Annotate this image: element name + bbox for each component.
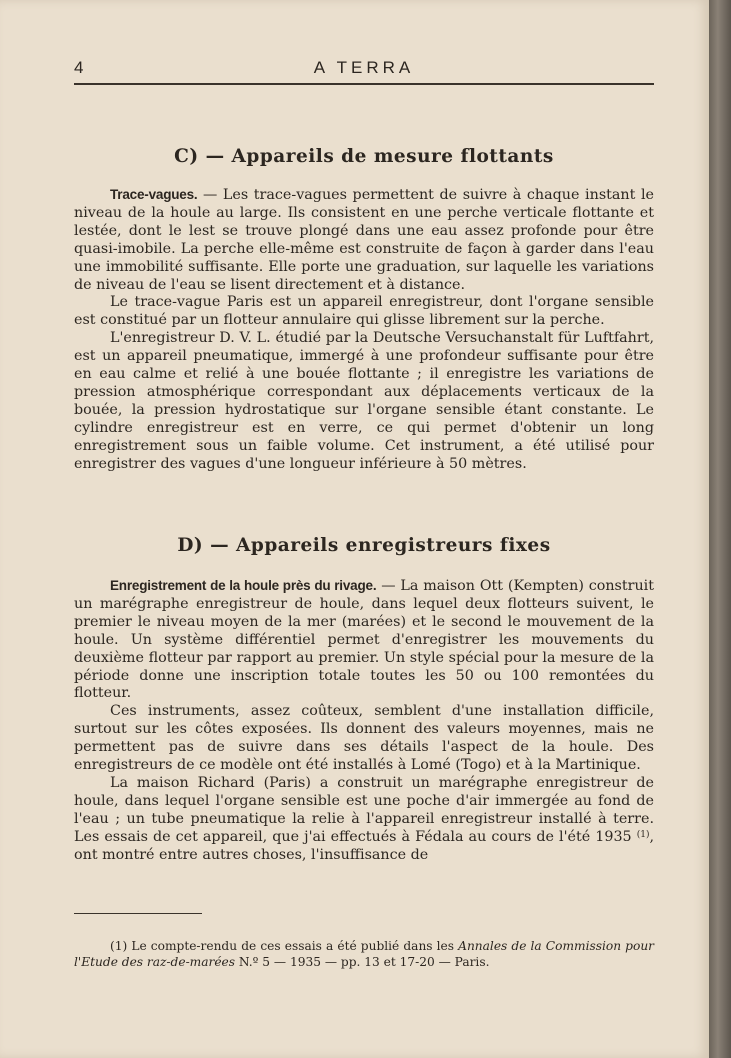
footnote-text-1: Le compte-rendu de ces essais a été publié dans les <box>127 939 459 953</box>
section-c-heading: C) — Appareils de mesure flottants <box>174 146 554 167</box>
footnote-reference[interactable]: (1) <box>636 829 650 840</box>
footnote <box>74 938 654 970</box>
section-d-heading: D) — Appareils enregistreurs fixes <box>177 535 551 556</box>
paragraph-text: — La maison Ott (Kempten) construit un marégraphe enregistreur de houle, dans lequel deux flotteurs suivent, le premier le niveau moyen de la mer (marées) et le second le mouvement de la houle. Un système différentiel permet d'enregistrer les mouvements du deuxième flotteur par rapport au premier. Un style spécial pour la mesure de la période donne une inscription totale toutes les 50 ou 100 remontées du flotteur. <box>74 578 654 702</box>
paragraph <box>74 186 654 294</box>
page-number: 4 <box>74 58 85 77</box>
journal-title: Annales de la Commission pour l'Etude des raz-de-marées <box>74 939 655 969</box>
paragraph <box>74 294 654 330</box>
running-title: A TERRA <box>313 58 415 77</box>
paragraph <box>74 775 654 865</box>
paragraph-text: L'enregistreur D. V. L. étudié par la Deutsche Versuchanstalt für Luftfahrt, est un appareil pneumatique, immergé à une profondeur suffisante pour être en eau calme et relié à une bouée flottante ; il enregistre les variations de pression atmosphérique correspondant aux déplacements verticaux de la bouée, la pression hydrostatique sur l'organe sensible étant constante. Le cylindre enregistreur est en verre, ce qui permet d'obtenir un long enregistrement sous un faible volume. Cet instrument, a été utilisé pour enregistrer des vagues d'une longueur inférieure à 50 mètres. <box>74 330 654 472</box>
paragraph <box>74 703 654 775</box>
footnote-text-2: N.º 5 — 1935 — pp. 13 et 17-20 — Paris. <box>235 955 490 969</box>
paragraph <box>74 330 654 473</box>
running-header <box>74 58 654 82</box>
section-d-body <box>74 577 654 865</box>
paragraph-text: Le trace-vague Paris est un appareil enregistreur, dont l'organe sensible est constitué par un flotteur annulaire qui glisse librement sur la perche. <box>74 294 654 329</box>
paragraph-text: La maison Richard (Paris) a construit un marégraphe enregistreur de houle, dans lequel l'organe sensible est une poche d'air immergée au fond de l'eau ; un tube pneumatique la relie à l'appareil enregistreur installé à terre. Les essais de cet appareil, que j'ai effectués à Fédala au cours de l'été 1935 <box>74 774 654 845</box>
section-c-body <box>74 186 654 474</box>
header-rule <box>74 83 654 85</box>
paragraph-text: Ces instruments, assez coûteux, semblent d'une installation difficile, surtout sur les côtes exposées. Ils donnent des valeurs moyennes, mais ne permettent pas de suivre dans ses détails l'aspect de la houle. Des enregistreurs de ce modèle ont été installés à Lomé (Togo) et à la Martinique. <box>74 703 654 774</box>
page-edge <box>709 0 731 1058</box>
footnote-marker: (1) <box>110 939 128 953</box>
footnote-text <box>74 938 654 970</box>
footnote-rule <box>74 913 202 914</box>
paragraph <box>74 577 654 703</box>
paragraph-text: , ont montré entre autres choses, l'insuffisance de <box>74 828 654 863</box>
runin-title: Trace-vagues. <box>110 187 198 202</box>
paragraph-text: — Les trace-vagues permettent de suivre à chaque instant le niveau de la houle au large. Ils consistent en une perche verticale flottante et lestée, dont le lest se trouve plongé dans une eau assez profonde pour être quasi-imobile. La perche elle-même est construite de façon à garder dans l'eau une immobilité suffisante. Elle porte une graduation, sur laquelle les variations de niveau de l'eau se lisent directement et à distance. <box>74 187 654 293</box>
runin-title: Enregistrement de la houle près du rivage. <box>110 578 377 593</box>
